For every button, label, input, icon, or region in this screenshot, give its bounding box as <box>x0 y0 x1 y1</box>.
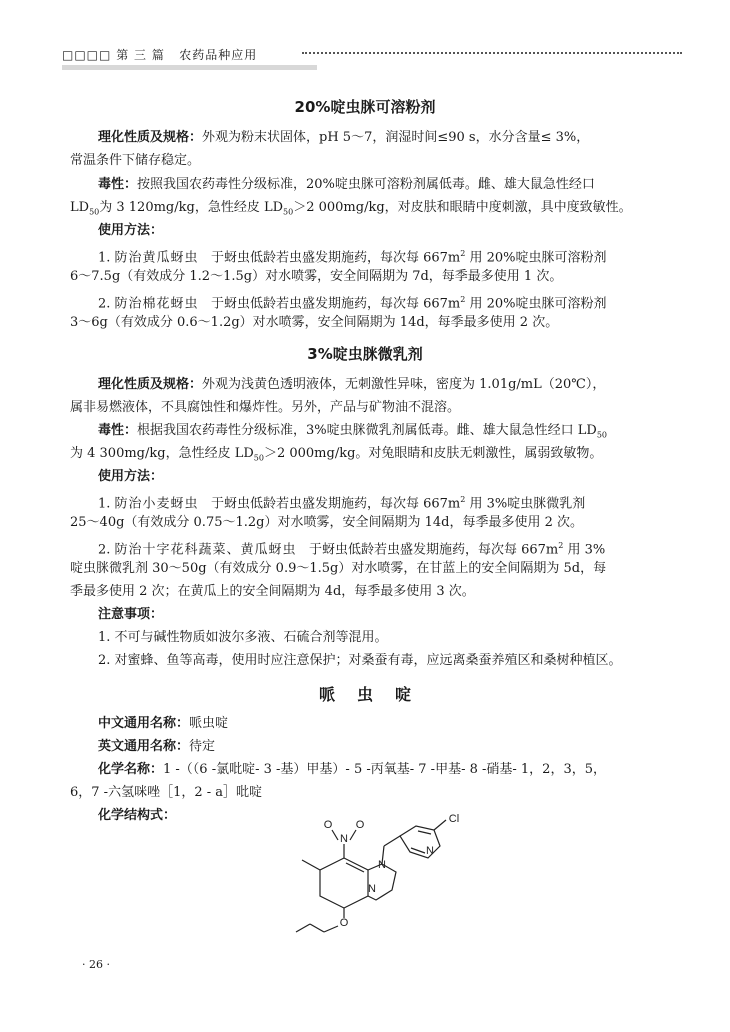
p2-tox-line2 <box>70 444 602 469</box>
p1-ld-a: LD <box>70 200 90 215</box>
p3-cn-name-label: 中文通用名称： <box>98 716 190 731</box>
p2-use2-text1b: 用 3% <box>563 542 606 558</box>
atom-nitro-n: N <box>340 833 348 845</box>
p1-ld-sub-a: 50 <box>89 207 100 217</box>
p1-use1-text1: 于蚜虫低龄若虫盛发期施药，每次每 667m <box>210 250 461 266</box>
p1-props-line1 <box>98 128 589 148</box>
p1-ld-b: 为 3 120mg/kg，急性经皮 LD <box>99 200 284 215</box>
chemical-structure-diagram <box>280 808 480 938</box>
p2-use1-sup: 2 <box>460 495 466 504</box>
p2-tox-label: 毒性： <box>98 423 138 438</box>
p2-use1-keyword: 防治小麦蚜虫 <box>114 496 199 512</box>
p1-usage-label: 使用方法： <box>98 223 164 238</box>
p2-note2: 2. 对蜜蜂、鱼等高毒，使用时应注意保护；对桑蚕有毒，应远离桑蚕养殖区和桑树种植区。 <box>98 653 622 668</box>
p2-tox-text2c: ＞2 000mg/kg。对兔眼睛和皮肤无刺激性，属弱致敏物。 <box>263 446 603 461</box>
product1-title: 20%啶虫脒可溶粉剂 <box>294 98 436 116</box>
p2-use2-line2: 啶虫脒微乳剂 30～50g（有效成分 0.9～1.5g）对水喷雾，在甘蓝上的安全间隔期为 5d，每 <box>70 561 607 576</box>
atom-nitro-o2: O <box>355 819 365 831</box>
p1-tox-label: 毒性： <box>98 177 138 192</box>
p1-tox-line1 <box>98 175 595 195</box>
p2-props-label: 理化性质及规格： <box>98 377 203 392</box>
p1-use2-keyword: 防治棉花蚜虫 <box>114 296 199 312</box>
p2-use2-num: 2. <box>98 542 111 558</box>
p1-use1-line2: 6～7.5g（有效成分 1.2～1.5g）对水喷雾，安全间隔期为 7d，每季最多使用 1 次。 <box>70 269 563 284</box>
p1-use1-keyword: 防治黄瓜蚜虫 <box>114 250 199 266</box>
p3-en-name-line <box>98 737 215 757</box>
p2-use2-keyword: 防治十字花科蔬菜、黄瓜蚜虫 <box>114 542 297 558</box>
p2-use1-text1b: 用 3%啶虫脒微乳剂 <box>465 496 586 512</box>
p1-use2-text1b: 用 20%啶虫脒可溶粉剂 <box>465 296 607 312</box>
p1-ld-sub-b: 50 <box>283 207 294 217</box>
product2-title: 3%啶虫脒微乳剂 <box>307 345 423 363</box>
p1-use1-line1 <box>98 244 607 268</box>
p1-use2-line1 <box>98 290 607 314</box>
atom-nitro-o1: O <box>323 819 333 831</box>
p2-use1-num: 1. <box>98 496 111 512</box>
p1-use2-text1: 于蚜虫低龄若虫盛发期施药，每次每 667m <box>210 296 461 312</box>
p1-use1-text1b: 用 20%啶虫脒可溶粉剂 <box>465 250 607 266</box>
header-dotted-rule <box>302 52 682 54</box>
p2-note1: 1. 不可与碱性物质如波尔多液、石硫合剂等混用。 <box>98 630 388 645</box>
p3-cn-name-line <box>98 714 228 734</box>
atom-pyridine-n: N <box>426 845 434 857</box>
p2-tox-sub1: 50 <box>596 430 608 440</box>
atom-n1: N <box>378 859 386 871</box>
p1-props-line2: 常温条件下储存稳定。 <box>70 153 201 168</box>
product3-title: 哌虫啶 <box>318 685 433 704</box>
p2-use2-line1 <box>98 536 605 560</box>
p3-en-name: 待定 <box>189 739 216 754</box>
p3-chem-line2: 6，7 -六氢咪唑［1，2 - a］吡啶 <box>70 785 263 800</box>
p1-props-label: 理化性质及规格： <box>98 130 203 145</box>
p2-use2-text1: 于蚜虫低龄若虫盛发期施药，每次每 667m <box>308 542 559 558</box>
p3-cn-name: 哌虫啶 <box>189 716 229 731</box>
p3-en-name-label: 英文通用名称： <box>98 739 190 754</box>
page-number: · 26 · <box>82 958 110 971</box>
p2-use2-sup: 2 <box>558 541 564 550</box>
p2-tox-text2a: 为 4 300mg/kg，急性经皮 LD <box>70 446 254 461</box>
p1-props-text1: 外观为粉末状固体，pH 5～7，润湿时间≤90 s，水分含量≤ 3%， <box>202 130 590 145</box>
p1-use2-sup: 2 <box>460 295 466 304</box>
p3-chem-text1: 1 -（（6 -氯吡啶- 3 -基）甲基）- 5 -丙氧基- 7 -甲基- 8 -硝基- 1，2，3，5， <box>163 762 606 777</box>
p2-use1-line2: 25～40g（有效成分 0.75～1.2g）对水喷雾，安全间隔期为 14d，每季最多使用 2 次。 <box>70 515 584 530</box>
structure-bonds <box>296 820 446 932</box>
atom-n2: N <box>368 883 376 895</box>
p3-chem-line1 <box>98 760 606 780</box>
p2-tox-text1a: 根据我国农药毒性分级标准，3%啶虫脒微乳剂属低毒。雌、雄大鼠急性经口 LD <box>137 423 597 438</box>
p2-use2-line3: 季最多使用 2 次；在黄瓜上的安全间隔期为 4d，每季最多使用 3 次。 <box>70 584 475 599</box>
p3-chem-label: 化学名称： <box>98 762 164 777</box>
p2-tox-line1 <box>98 421 607 446</box>
p2-usage-label: 使用方法： <box>98 469 164 484</box>
header-gray-bar <box>62 65 317 70</box>
p3-struct-label: 化学结构式： <box>98 808 177 823</box>
p1-use2-num: 2. <box>98 296 111 312</box>
header-text <box>62 46 257 63</box>
p1-use1-sup: 2 <box>460 249 466 258</box>
p2-props-line1 <box>98 375 605 395</box>
p2-props-text1: 外观为浅黄色透明液体，无刺激性异味，密度为 1.01g/mL（20℃）， <box>202 377 606 392</box>
p2-props-line2: 属非易燃液体，不具腐蚀性和爆炸性。另外，产品与矿物油不混溶。 <box>70 400 461 415</box>
p1-use1-num: 1. <box>98 250 111 266</box>
page-header <box>62 40 682 68</box>
p2-tox-sub2: 50 <box>253 453 264 463</box>
header-title: 农药品种应用 <box>179 48 258 62</box>
p2-use1-line1 <box>98 490 585 514</box>
p2-notes-label: 注意事项： <box>98 607 164 622</box>
p1-ld-c: ＞2 000mg/kg，对皮肤和眼睛中度刺激，具中度致敏性。 <box>293 200 632 215</box>
p1-tox-line2 <box>70 198 632 223</box>
header-marks: □□□□ <box>62 48 112 62</box>
atom-ether-o: O <box>339 917 349 929</box>
p1-tox-text1: 按照我国农药毒性分级标准，20%啶虫脒可溶粉剂属低毒。雌、雄大鼠急性经口 <box>137 177 595 192</box>
p2-use1-text1: 于蚜虫低龄若虫盛发期施药，每次每 667m <box>210 496 461 512</box>
p1-use2-line2: 3～6g（有效成分 0.6～1.2g）对水喷雾，安全间隔期为 14d，每季最多使用 2 次。 <box>70 315 559 330</box>
atom-cl: Cl <box>448 813 460 825</box>
header-section: 第 三 篇 <box>116 48 165 62</box>
